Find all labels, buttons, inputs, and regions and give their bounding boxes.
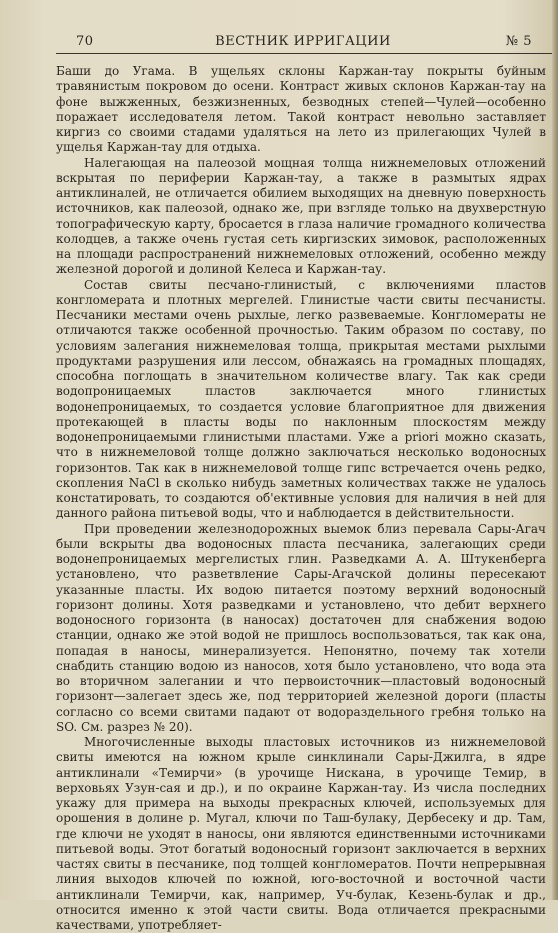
paragraph-2: Налегающая на палеозой мощная толща нижнемеловых отложений вскрытая по периферии Каржан-тау, а также в размытых ядрах антиклиналей, не отличается обилием выходящих на дневную поверхность источников, как палеозой, однако же, при взгляде только на двухверстную топографическую карту, бросается в глаза наличие громадного количества колодцев, а также очень густая сеть киргизских зимовок, расположенных на площади распространений нижнемеловых отложений, особенно между железной дорогой и долиной Келеса и Каржан-тау.: [56, 155, 546, 277]
running-header: [66, 34, 540, 54]
paragraph-5: Многочисленные выходы пластовых источников из нижнемеловой свиты имеются на южном крыле синклинали Сары-Джилга, в ядре антиклинали «Темирчи» (в урочище Нискана, в урочище Темир, в верховьях Узун-сая и др.), и по окраине Каржан-тау. Из числа последних укажу для примера на выходы прекрасных ключей, используемых для орошения в долине р. Мугал, ключи по Таш-булаку, Дербесеку и др. Там, где ключи не уходят в наносы, они являются единственными источниками питьевой воды. Этот богатый водоносный горизонт заключается в верхних частях свиты в песчанике, под толщей конгломератов. Почти непрерывная линия выходов ключей по южной, юго-восточной и восточной части антиклинали Темирчи, как, например, Уч-булак, Кезень-булак и др., относится именно к этой части свиты. Вода отличается прекрасными качествами, употребляет-: [56, 735, 546, 932]
page-number: 70: [76, 34, 94, 49]
body-text: [56, 64, 546, 933]
issue-number: № 5: [505, 34, 532, 49]
journal-title: ВЕСТНИК ИРРИГАЦИИ: [215, 34, 391, 49]
paragraph-4: При проведении железнодорожных выемок близ перевала Сары-Агач были вскрыты два водоносных пласта песчаника, залегающих среди водонепроницаемых мергелистых глин. Разведками А. А. Штукенберга установлено, что разветвление Сары-Агачской долины пересекают указанные пласты. Их водою питается поэтому верхний водоносный горизонт долины. Хотя разведками и установлено, что дебит верхнего водоносного горизонта (в наносах) достаточен для снабжения водою станции, однако же этой водой не пришлось воспользоваться, так как она, попадая в наносы, минерализуется. Непонятно, почему так хотели снабдить станцию водою из наносов, хотя было установлено, что вода эта во вторичном залегании и что первоисточник—пластовый водоносный горизонт—залегает здесь же, под территорией железной дороги (пласты согласно со всеми свитами падают от водораздельного гребня только на SO. См. разрез № 20).: [56, 521, 546, 734]
paragraph-1: Баши до Угама. В ущельях склоны Каржан-тау покрыты буйным травянистым покровом до осени. Контраст живых склонов Каржан-тау на фоне выжженных, безжизненных, безводных степей—Чулей—особенно поражает исследователя летом. Такой контраст невольно заставляет киргиз со своими стадами удаляться на лето из прилегающих Чулей в ущелья Каржан-тау для отдыха.: [56, 64, 546, 155]
paragraph-3: Состав свиты песчано-глинистый, с включениями пластов конгломерата и плотных мергелей. Глинистые части свиты песчанисты. Песчаники местами очень рыхлые, легко развеваемые. Конгломераты не отличаются также особенной прочностью. Таким образом по составу, по условиям залегания нижнемеловая толща, прикрытая местами рыхлыми продуктами разрушения или лессом, обнажаясь на громадных площадях, способна поглощать в значительном количестве влагу. Так как среди водопроницаемых пластов заключается много глинистых водонепроницаемых, то создается условие благоприятное для движения протекающей в пласты воды по наклонным плоскостям между водонепроницаемыми глинистыми пластами. Уже a priori можно сказать, что в нижнемеловой толще должно заключаться несколько водоносных горизонтов. Так как в нижнемеловой толще гипс встречается очень редко, скопления NaCl в сколько нибудь заметных количествах также не удалось констатировать, то создаются об'ективные условия для наличия в ней для данного района питьевой воды, что и наблюдается в действительности.: [56, 277, 546, 521]
book-spine-edge: [552, 0, 558, 900]
header-rule: [56, 53, 552, 54]
